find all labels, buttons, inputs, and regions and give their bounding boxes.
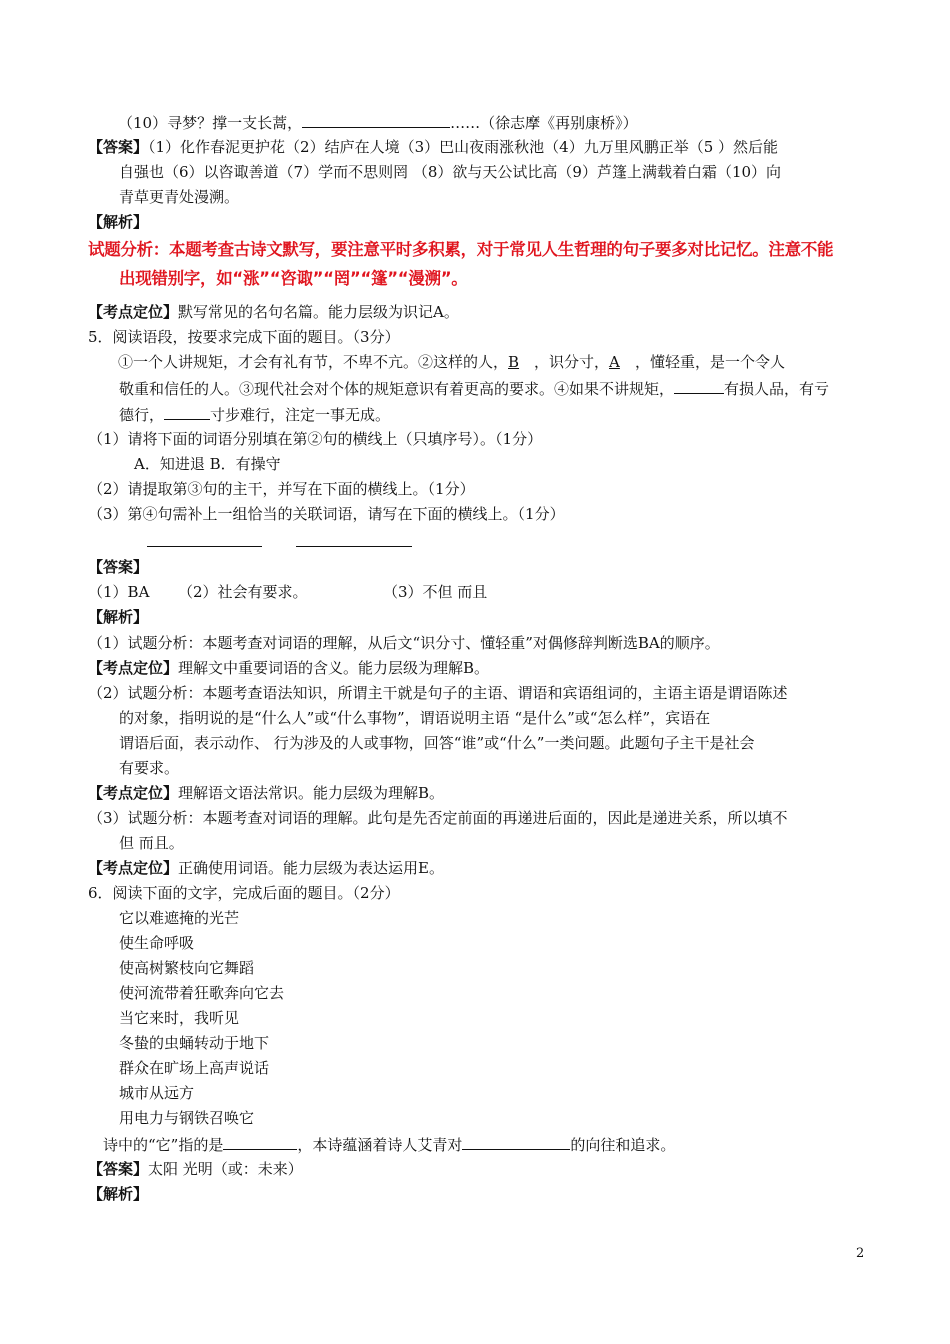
q4-answer-line1: 【答案】（1）化作春泥更护花（2）结庐在人境（3）巴山夜雨涨秋池（4）九万里风鹏正举（5 ）然后能 (88, 138, 779, 156)
filled-answer-b: B (508, 353, 520, 371)
q5-analysis-1: （1）试题分析：本题考查对词语的理解，从后文“识分寸、懂轻重”对偶修辞判断选BA的顺序。 (88, 634, 720, 652)
answer-blank-line (147, 546, 262, 547)
q5-kaodian-1: 【考点定位】理解文中重要词语的含义。能力层级为理解B。 (88, 659, 490, 677)
q6-analysis-tag: 【解析】 (88, 1185, 149, 1203)
fill-blank (462, 1133, 570, 1150)
poem-line: 群众在旷场上高声说话 (119, 1059, 270, 1077)
q5-passage-line1: ①一个人讲规矩，才会有礼有节，不卑不亢。②这样的人，B ，识分寸，A ，懂轻重，是一个令人 (118, 353, 786, 371)
q5-answer-2: （2）社会有要求。 (178, 583, 308, 601)
poem-line: 当它来时，我听见 (119, 1009, 240, 1027)
q6-question: 诗中的“它”指的是 ，本诗蕴涵着诗人艾青对 的向往和追求。 (103, 1133, 675, 1156)
q5-kaodian-3: 【考点定位】正确使用词语。能力层级为表达运用E。 (88, 859, 444, 877)
q5-options: A．知进退 B．有操守 (134, 455, 281, 473)
q5-analysis-3-line1: （3）试题分析：本题考查对词语的理解。此句是先否定前面的再递进后面的，因此是递进关系，所以填不 (88, 809, 788, 827)
q5-sub3: （3）第④句需补上一组恰当的关联词语，请写在下面的横线上。（1分） (88, 505, 565, 523)
q5-passage-line3: 德行， 寸步难行，注定一事无成。 (119, 403, 390, 426)
q4-analysis-tag: 【解析】 (88, 213, 149, 231)
q6-answer: 【答案】太阳 光明（或：未来） (88, 1160, 303, 1178)
fill-blank (302, 111, 450, 128)
q5-analysis-tag: 【解析】 (88, 608, 149, 626)
q5-analysis-2-line1: （2）试题分析：本题考查语法知识，所谓主干就是句子的主语、谓语和宾语组词的，主语主语是谓语陈述 (88, 684, 788, 702)
q4-answer-line2: 自强也（6）以咨诹善道（7）学而不思则罔 （8）欲与天公试比高（9）芦篷上满载着白霜（10）向 (119, 163, 782, 181)
page-number: 2 (856, 1246, 865, 1261)
q5-sub2: （2）请提取第③句的主干，并写在下面的横线上。（1分） (88, 480, 475, 498)
q5-answer-1: （1）BA (88, 583, 150, 601)
q4-red-analysis-line1: 试题分析：本题考查古诗文默写，要注意平时多积累，对于常见人生哲理的句子要多对比记忆。注意不能 (88, 240, 834, 259)
q5-kaodian-2: 【考点定位】理解语文语法常识。能力层级为理解B。 (88, 784, 445, 802)
q5-answer-3: （3）不但 而且 (383, 583, 488, 601)
q5-analysis-2-line2: 的对象，指明说的是“什么人”或“什么事物”，谓语说明主语 “是什么”或“怎么样”，宾语在 (119, 709, 711, 727)
q4-item10: （10）寻梦？撑一支长蒿， ……（徐志摩《再别康桥》） (118, 111, 638, 134)
q6-title: 6．阅读下面的文字，完成后面的题目。（2分） (88, 884, 400, 902)
poem-line: 冬蛰的虫蛹转动于地下 (119, 1034, 270, 1052)
q5-analysis-2-line3: 谓语后面，表示动作、 行为涉及的人或事物，回答“谁”或“什么”一类问题。此题句子主干是社会 (119, 734, 755, 752)
q5-sub1: （1）请将下面的词语分别填在第②句的横线上（只填序号）。（1分） (88, 430, 543, 448)
poem-line: 使生命呼吸 (119, 934, 195, 952)
answer-blank-line (296, 546, 412, 547)
q5-answer-tag: 【答案】 (88, 558, 149, 576)
fill-blank (223, 1133, 297, 1150)
q4-answer-line3: 青草更青处漫溯。 (119, 188, 240, 206)
fill-blank (164, 403, 210, 420)
poem-line: 用电力与钢铁召唤它 (119, 1109, 255, 1127)
q5-analysis-2-line4: 有要求。 (119, 759, 180, 777)
poem-line: 使高树繁枝向它舞蹈 (119, 959, 255, 977)
filled-answer-a: A (609, 353, 620, 371)
poem-line: 它以难遮掩的光芒 (119, 909, 240, 927)
poem-line: 使河流带着狂歌奔向它去 (119, 984, 285, 1002)
q4-kaodian: 【考点定位】默写常见的名句名篇。能力层级为识记A。 (88, 303, 459, 321)
fill-blank (674, 377, 724, 394)
poem-line: 城市从远方 (119, 1084, 195, 1102)
q5-analysis-3-line2: 但 而且。 (119, 834, 184, 852)
q4-red-analysis-line2: 出现错别字，如“涨”“咨诹”“罔”“篷”“漫溯”。 (119, 269, 468, 288)
q5-title: 5．阅读语段，按要求完成下面的题目。（3分） (88, 328, 400, 346)
q5-passage-line2: 敬重和信任的人。③现代社会对个体的规矩意识有着更高的要求。④如果不讲规矩， 有损人品，有亏 (119, 377, 829, 400)
